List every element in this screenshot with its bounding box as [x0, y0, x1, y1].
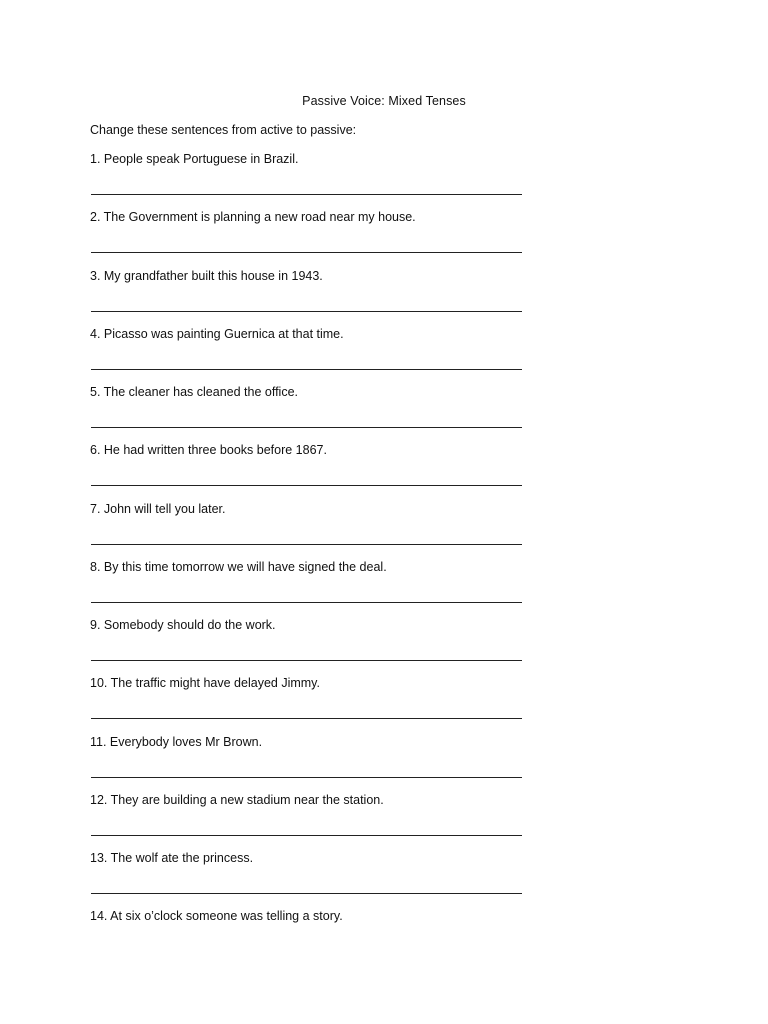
- answer-line-10[interactable]: [91, 718, 522, 719]
- instruction-text: Change these sentences from active to passive:: [90, 123, 357, 137]
- question-3: 3. My grandfather built this house in 1943.: [90, 269, 323, 283]
- answer-line-6[interactable]: [91, 485, 522, 486]
- question-11: 11. Everybody loves Mr Brown.: [90, 735, 263, 749]
- question-13: 13. The wolf ate the princess.: [90, 851, 254, 865]
- question-10: 10. The traffic might have delayed Jimmy.: [90, 676, 320, 690]
- answer-line-4[interactable]: [91, 369, 522, 370]
- page-title: Passive Voice: Mixed Tenses: [302, 94, 466, 108]
- answer-line-5[interactable]: [91, 427, 522, 428]
- answer-line-11[interactable]: [91, 777, 522, 778]
- question-1: 1. People speak Portuguese in Brazil.: [90, 152, 299, 166]
- answer-line-2[interactable]: [91, 252, 522, 253]
- question-4: 4. Picasso was painting Guernica at that time.: [90, 327, 344, 341]
- question-2: 2. The Government is planning a new road near my house.: [90, 210, 416, 224]
- question-5: 5. The cleaner has cleaned the office.: [90, 385, 299, 399]
- answer-line-7[interactable]: [91, 544, 522, 545]
- question-7: 7. John will tell you later.: [90, 502, 226, 516]
- answer-line-9[interactable]: [91, 660, 522, 661]
- answer-line-12[interactable]: [91, 835, 522, 836]
- answer-line-3[interactable]: [91, 311, 522, 312]
- answer-line-13[interactable]: [91, 893, 522, 894]
- question-12: 12. They are building a new stadium near the station.: [90, 793, 384, 807]
- question-14: 14. At six o’clock someone was telling a story.: [90, 909, 343, 923]
- question-9: 9. Somebody should do the work.: [90, 618, 276, 632]
- answer-line-8[interactable]: [91, 602, 522, 603]
- question-8: 8. By this time tomorrow we will have signed the deal.: [90, 560, 387, 574]
- answer-line-1[interactable]: [91, 194, 522, 195]
- question-6: 6. He had written three books before 1867.: [90, 443, 327, 457]
